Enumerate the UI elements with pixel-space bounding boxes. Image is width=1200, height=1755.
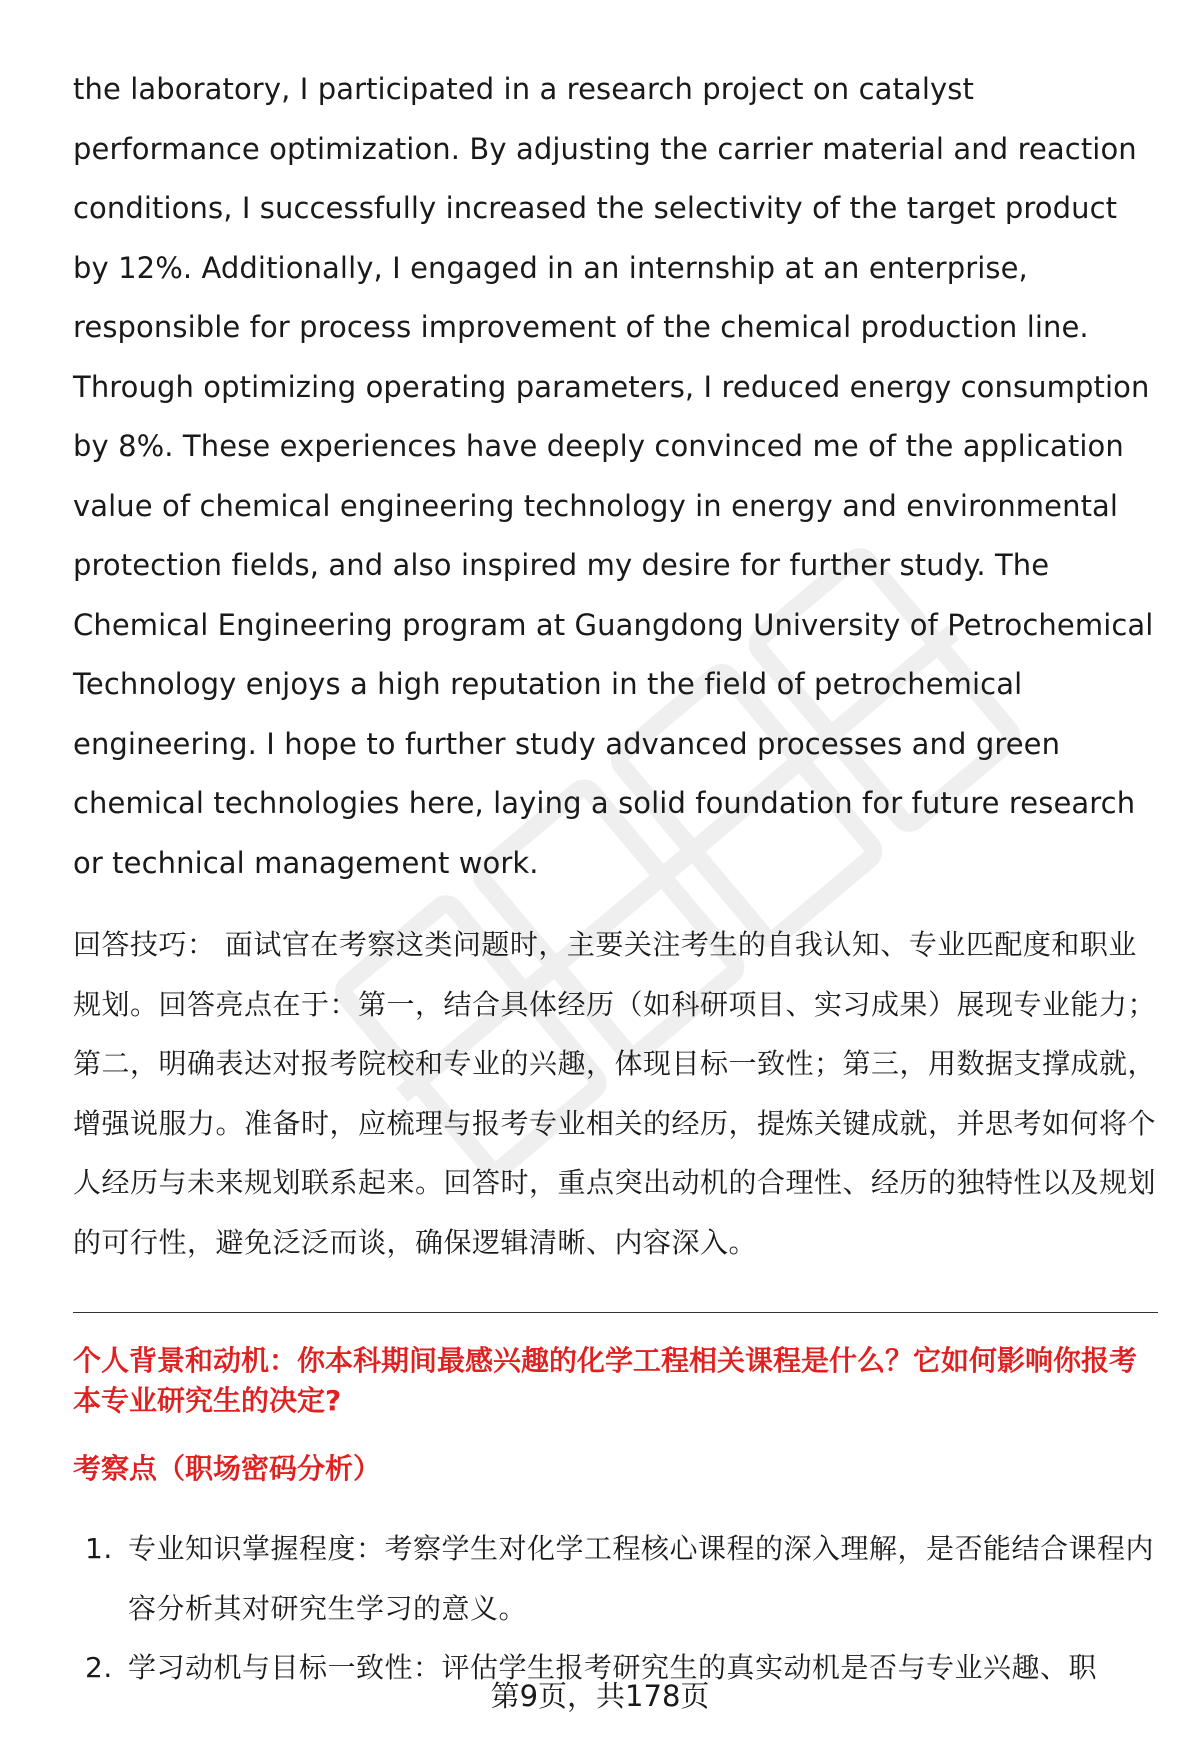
answer-tips-paragraph: 回答技巧： 面试官在考察这类问题时，主要关注考生的自我认知、专业匹配度和职业规划。回答亮点在于：第一，结合具体经历（如科研项目、实习成果）展现专业能力；第二，明确表达对报考院校和专业的兴趣，体现目标一致性；第三，用数据支撑成就，增强说服力。准备时，应梳理与报考专业相关的经历，提炼关键成就，并思考如何将个人经历与未来规划联系起来。回答时，重点突出动机的合理性、经历的独特性以及规划的可行性，避免泛泛而谈，确保逻辑清晰、内容深入。 <box>73 928 1157 1259</box>
page-number-footer: 第9页，共178页 <box>490 1679 710 1713</box>
section-divider <box>73 1312 1158 1313</box>
document-page <box>73 60 1158 1698</box>
list-item-number: 2. <box>85 1651 113 1684</box>
list-item-text: 专业知识掌握程度：考察学生对化学工程核心课程的深入理解，是否能结合课程内容分析其对研究生学习的意义。 <box>128 1532 1155 1625</box>
question-title: 个人背景和动机：你本科期间最感兴趣的化学工程相关课程是什么？它如何影响你报考本专业研究生的决定? <box>73 1344 1138 1417</box>
assessment-points-list <box>73 1519 1158 1698</box>
assessment-points-heading: 考察点（职场密码分析） <box>73 1452 382 1485</box>
list-item <box>73 1519 1158 1638</box>
list-item-number: 1. <box>85 1532 113 1565</box>
list-item-text: 学习动机与目标一致性：评估学生报考研究生的真实动机是否与专业兴趣、职 <box>128 1651 1098 1684</box>
english-paragraph: the laboratory, I participated in a research project on catalyst performance optimization. By adjusting the carrier material and reaction conditions, I successfully increased the selectivity of the target product by 12%. Additionally, I engaged in an internship at an enterprise, responsible for process improvement of the chemical production line. Through optimizing operating parameters, I reduced energy consumption by 8%. These experiences have deeply convinced me of the application value of chemical engineering technology in energy and environmental protection fields, and also inspired my desire for further study. The Chemical Engineering program at Guangdong University of Petrochemical Technology enjoys a high reputation in the field of petrochemical engineering. I hope to further study advanced processes and green chemical technologies here, laying a solid foundation for future research or technical management work. <box>73 72 1154 880</box>
